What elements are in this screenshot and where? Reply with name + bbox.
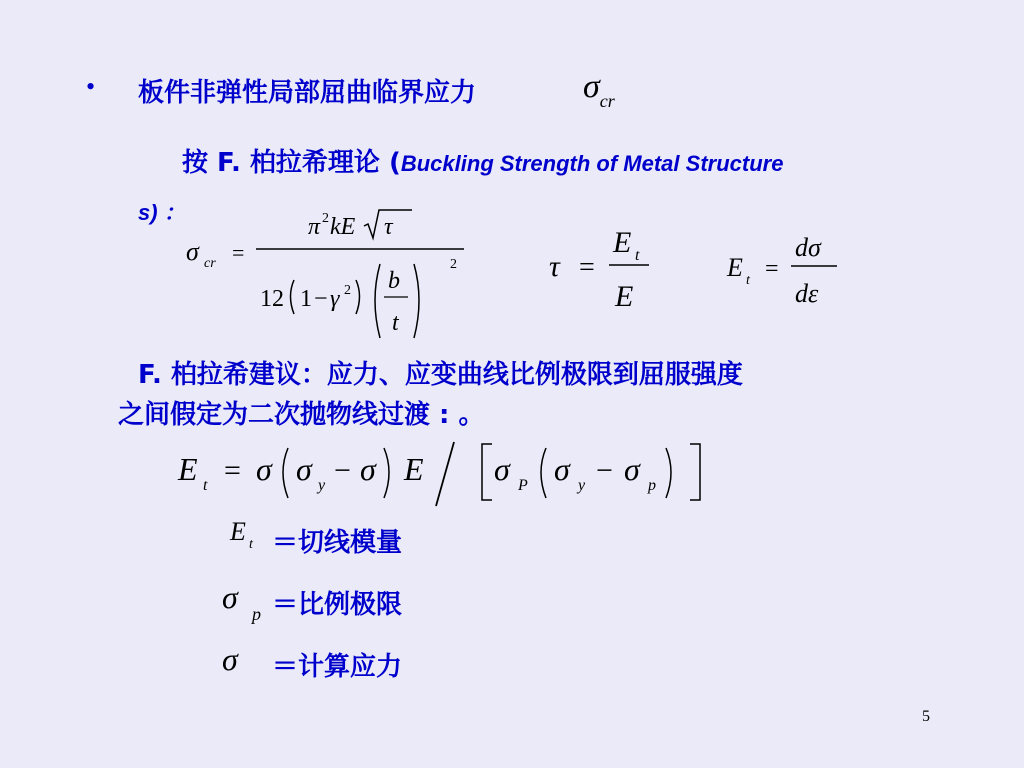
tau-formula: [545, 218, 665, 318]
svg-text:cr: cr: [204, 256, 216, 271]
svg-text:t: t: [635, 247, 640, 264]
svg-text:12: 12: [260, 286, 284, 312]
svg-text:t: t: [203, 477, 208, 494]
def-computed-stress: ＝计算应力: [272, 652, 403, 682]
def-symbol-tangent-modulus: [228, 512, 268, 552]
theory-prefix: 按 F. 柏拉希理论 (: [182, 148, 401, 178]
theory-reference-continuation: s) ：: [138, 200, 186, 225]
svg-text:t: t: [392, 310, 399, 336]
critical-stress-formula: [180, 198, 480, 348]
svg-text:p: p: [648, 477, 656, 494]
svg-text:t: t: [249, 537, 253, 552]
svg-text:σ: σ: [296, 451, 312, 487]
def-symbol-proportional-limit: [220, 578, 276, 628]
svg-text:π: π: [308, 214, 321, 240]
svg-text:τ: τ: [384, 214, 393, 240]
svg-text:E: E: [178, 451, 198, 487]
svg-text:2: 2: [344, 283, 351, 298]
svg-text:E: E: [404, 451, 424, 487]
suggestion-line-2: 之间假定为二次抛物线过渡 : 。: [118, 400, 485, 430]
tangent-modulus-formula: [725, 228, 855, 318]
svg-text:−: −: [596, 454, 613, 487]
suggestion-line-1: F. 柏拉希建议：应力、应变曲线比例极限到屈服强度: [138, 360, 743, 390]
svg-text:=: =: [224, 454, 241, 487]
svg-text:2: 2: [450, 257, 457, 272]
svg-text:τ: τ: [549, 250, 560, 283]
svg-text:E: E: [727, 253, 743, 282]
svg-text:t: t: [746, 273, 750, 288]
theory-line: [182, 142, 783, 179]
svg-text:p: p: [252, 604, 261, 624]
svg-text:=: =: [765, 256, 779, 282]
svg-text:=: =: [579, 252, 595, 283]
def-proportional-limit: ＝比例极限: [272, 590, 403, 620]
svg-text:σ: σ: [624, 451, 640, 487]
svg-text:b: b: [388, 268, 400, 294]
bullet-marker: •: [86, 72, 96, 101]
svg-text:σ: σ: [222, 579, 238, 615]
svg-text:P: P: [518, 477, 528, 494]
theory-reference: Buckling Strength of Metal Structure: [400, 151, 784, 176]
parabolic-transition-formula: [176, 436, 736, 510]
svg-text:2: 2: [322, 211, 329, 226]
svg-text:σ: σ: [222, 641, 238, 677]
svg-text:σ: σ: [186, 237, 199, 266]
svg-text:y: y: [318, 477, 326, 494]
svg-text:σ: σ: [494, 451, 510, 487]
heading-symbol-sigma-cr: $\sigma_{cr}$: [583, 68, 615, 111]
svg-text:dσ: dσ: [795, 233, 821, 262]
svg-text:γ: γ: [330, 286, 340, 312]
svg-text:E: E: [615, 280, 634, 313]
def-tangent-modulus: ＝切线模量: [272, 528, 403, 558]
page-number: 5: [922, 708, 930, 725]
svg-text:σ: σ: [256, 451, 272, 487]
svg-text:−: −: [334, 454, 351, 487]
svg-text:E: E: [613, 226, 632, 259]
svg-text:−: −: [314, 286, 328, 312]
svg-text:y: y: [578, 477, 586, 494]
svg-text:dε: dε: [795, 279, 819, 308]
svg-text:σ: σ: [554, 451, 570, 487]
svg-text:kE: kE: [330, 214, 356, 240]
svg-text:σ: σ: [360, 451, 376, 487]
def-symbol-computed-stress: [220, 640, 260, 680]
svg-text:E: E: [230, 517, 246, 546]
svg-text:1: 1: [300, 286, 312, 312]
slide-heading: 板件非弹性局部屈曲临界应力: [138, 78, 477, 108]
svg-text:=: =: [232, 240, 245, 265]
